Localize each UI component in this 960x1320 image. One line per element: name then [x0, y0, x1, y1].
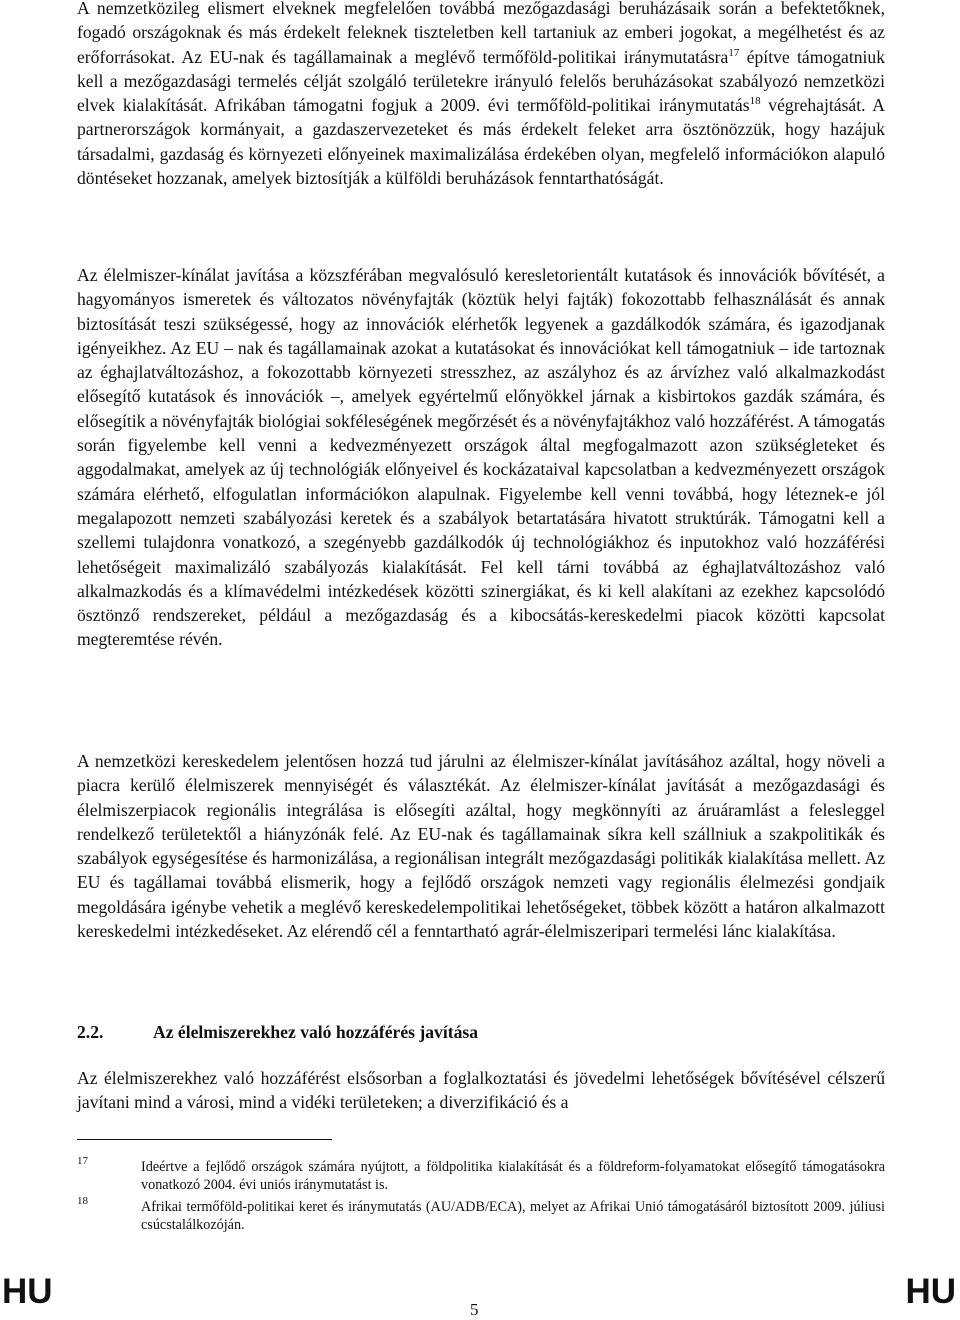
footnote-18: [77, 1195, 885, 1234]
footnote-text: Ideértve a fejlődő országok számára nyújtott, a földpolitika kialakítását és a földreform-folyamatokat elősegítő támogatásokra vonatkozó 2004. évi uniós iránymutatást is.: [141, 1159, 885, 1193]
footnote-text: Afrikai termőföld-politikai keret és iránymutatás (AU/ADB/ECA), melyet az Afrikai Unió támogatásáról biztosított 2009. júliusi csúcstalálkozóján.: [141, 1199, 885, 1233]
paragraph-research-innovation: Az élelmiszer-kínálat javítása a közszférában megvalósuló keresletorientált kutatások és innovációk bővítését, a hagyományos ismeretek és változatos növényfajták (köztük helyi fajták) fokozottabb felhasználását és annak biztosítását teszi szükségessé, hogy az innovációk elérhetők legyenek a gazdálkodók számára, és igazodjanak igényeikhez. Az EU – nak és tagállamainak azokat a kutatásokat és innovációkat kell támogatniuk – ide tartoznak az éghajlatváltozáshoz, a fokozottabb környezeti stresszhez, az aszályhoz és az árvízhez való alkalmazkodást elősegítő kutatások és innovációk –, amelyek egyértelmű előnyökkel járnak a kisbirtokos gazdák számára, és elősegítik a növényfajták biológiai sokféleségének megőrzését és a növényfajtákhoz való hozzáférést. A támogatás során figyelembe kell venni a kedvezményezett országok által megfogalmazott azon szükségleteket és aggodalmakat, amelyek az új technológiák előnyeivel és kockázataival kapcsolatban a kedvezményezett országok számára elérhető, elfogulatlan információkon alapulnak. Figyelembe kell venni továbbá, hogy léteznek-e jól megalapozott nemzeti szabályozási keretek és a szabályok betartatására hivatott struktúrák. Támogatni kell a szellemi tulajdonra vonatkozó, a szegényebb gazdálkodók új technológiákhoz és inputokhoz való hozzáférési lehetőségeit maximalizáló szabályozás kialakítását. Fel kell tárni továbbá az éghajlatváltozáshoz való alkalmazkodás és a klímavédelmi intézkedések közötti szinergiákat, és ki kell alakítani az ezekhez kapcsolódó ösztönző rendszereket, például a mezőgazdaság és a kibocsátás-kereskedelmi piacok közötti kapcsolat megteremtése révén.: [77, 265, 885, 650]
section-heading: [77, 1020, 885, 1044]
footnote-17: [77, 1155, 885, 1194]
footer-language-code-left: HU: [2, 1272, 53, 1311]
paragraph-text: végrehajtását. A partnerországok kormányait, a gazdaszervezeteket és más érdekelt feleket arra ösztönözzük, hogy hazájuk társadalmi, gazdaság és környezeti előnyeinek maximalizálása érdekében olyan, megfelelő információkon alapuló döntéseket hozzanak, amelyek biztosítják a külföldi beruházások fenntarthatóságát.: [77, 95, 885, 189]
paragraph-international-trade: A nemzetközi kereskedelem jelentősen hozzá tud járulni az élelmiszer-kínálat javításához azáltal, hogy növeli a piacra kerülő élelmiszerek mennyiségét és választékát. Az élelmiszer-kínálat javítását a mezőgazdasági és élelmiszerpiacok regionális integrálása is elősegíti azáltal, hogy megkönnyíti az áruáramlást a felesleggel rendelkező területektől a hiányzónák felé. Az EU-nak és tagállamainak síkra kell szállniuk a szakpolitikák és szabályok egységesítése és harmonizálása, a regionálisan integrált mezőgazdasági politikák kialakítása mellett. Az EU és tagállamai továbbá elismerik, hogy a fejlődő országok nemzeti vagy regionális élelmezési gondjaik megoldására igénybe vehetik a meglévő kereskedelempolitikai lehetőségeket, többek között a határon alkalmazott kereskedelmi intézkedéseket. Az elérendő cél a fenntartható agrár-élelmiszeripari termelési lánc kialakítása.: [77, 751, 885, 942]
footnote-ref-18[interactable]: 18: [749, 95, 761, 108]
paragraph-text: építve támogatniuk kell a mezőgazdasági termelés célját szolgáló területekre irányuló felelős beruházásokat szabályozó nemzetközi elvek kialakítását. Afrikában támogatni fogjuk a 2009. évi termőföld-politikai iránymutatás: [77, 46, 885, 116]
footnotes: [77, 1155, 885, 1234]
footnote-divider: [77, 1139, 332, 1140]
footnote-number: 17: [77, 1155, 88, 1167]
footer-language-code-right: HU: [905, 1272, 956, 1311]
footnote-number: 18: [77, 1195, 88, 1207]
page-number: 5: [470, 1300, 479, 1319]
paragraph-text: A nemzetközileg elismert elveknek megfelelően továbbá mezőgazdasági beruházásaik során a befektetőknek, fogadó országoknak és más érdekelt feleknek tiszteletben kell tartaniuk az emberi jogokat, a megélhetést és az erőforrásokat. Az EU-nak és tagállamainak a meglévő termőföld-politikai iránymutatásra: [77, 0, 885, 67]
footnote-ref-17[interactable]: 17: [728, 46, 740, 59]
paragraph-food-access: Az élelmiszerekhez való hozzáférést elsősorban a foglalkoztatási és jövedelmi lehetőségek bővítésével célszerű javítani mind a városi, mind a vidéki területeken; a diverzifikáció és a: [77, 1068, 885, 1113]
section-title: Az élelmiszerekhez való hozzáférés javítása: [153, 1022, 479, 1042]
section-number: 2.2.: [77, 1022, 104, 1042]
paragraph-investment-principles: [77, 0, 885, 190]
